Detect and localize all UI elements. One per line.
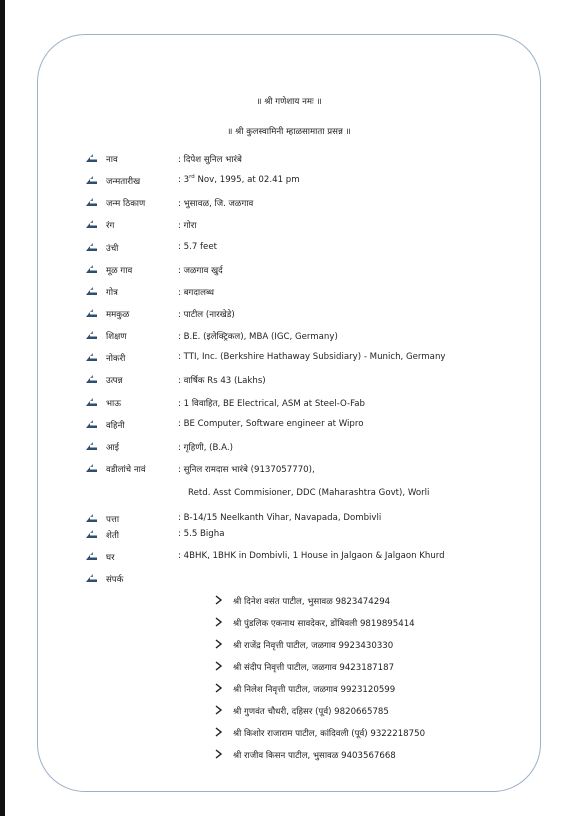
contact-text: श्री पुंडलिक एकनाथ सावदेकर, डोंबिवली 9819895414 (233, 619, 415, 629)
detail-label: मूळ गाव (106, 266, 133, 276)
arrow-bullet-icon (86, 352, 98, 364)
detail-value: : गोरा (178, 221, 197, 231)
detail-value: : B.E. (इलेक्ट्रिकल), MBA (IGC, Germany) (178, 332, 338, 342)
arrowhead-bullet-icon (215, 639, 224, 649)
arrow-bullet-icon (86, 286, 98, 298)
arrow-bullet-icon (86, 529, 98, 541)
detail-label: शिक्षण (106, 332, 127, 342)
detail-label: जन्म ठिकाण (106, 199, 146, 209)
invocation-line-1: ॥ श्री गणेशाय नमः ॥ (256, 97, 322, 107)
invocation-line-2: ॥ श्री कुलस्वामिनी म्हाळसामाता प्रसन्न ॥ (227, 127, 351, 137)
biodata-card (37, 34, 541, 792)
detail-label: वहिनी (106, 421, 125, 431)
detail-label: गोत्र (106, 288, 118, 298)
detail-value: : सुनिल रामदास भारंबे (9137057770), (178, 465, 315, 475)
arrow-bullet-icon (86, 242, 98, 254)
arrowhead-bullet-icon (215, 617, 224, 627)
detail-label: ममकुळ (106, 310, 130, 320)
detail-value: : गृहिणी, (B.A.) (178, 443, 233, 453)
father-details-continuation: Retd. Asst Commisioner, DDC (Maharashtra Govt), Worli (188, 488, 430, 498)
arrowhead-bullet-icon (215, 595, 224, 605)
detail-label: उत्पन्न (106, 376, 123, 386)
detail-value: : 5.7 feet (178, 242, 217, 252)
detail-value (178, 175, 300, 185)
detail-label: भाऊ (106, 399, 122, 409)
detail-label: पत्ता (106, 515, 120, 525)
birthdate-suffix: rd (189, 174, 195, 181)
detail-label: घर (106, 553, 115, 563)
detail-value: : 1 विवाहित, BE Electrical, ASM at Steel-O-Fab (178, 399, 365, 409)
arrowhead-bullet-icon (215, 683, 224, 693)
arrow-bullet-icon (86, 551, 98, 563)
detail-label: शेती (106, 531, 119, 541)
detail-value: : B-14/15 Neelkanth Vihar, Navapada, Dombivli (178, 513, 382, 523)
contact-text: श्री राजेंद्र निवृत्ती पाटील, जळगाव 9923430330 (233, 641, 394, 651)
detail-value: : TTI, Inc. (Berkshire Hathaway Subsidiary) - Munich, Germany (178, 352, 446, 362)
arrow-bullet-icon (86, 308, 98, 320)
detail-label: जन्मतारीख (106, 177, 141, 187)
detail-value: : 4BHK, 1BHK in Dombivli, 1 House in Jalgaon & Jalgaon Khurd (178, 551, 445, 561)
detail-value: : BE Computer, Software engineer at Wipro (178, 419, 364, 429)
arrow-bullet-icon (86, 441, 98, 453)
detail-value: : बगदालब्ध (178, 288, 214, 298)
detail-label: आई (106, 443, 120, 453)
arrowhead-bullet-icon (215, 749, 224, 759)
arrow-bullet-icon (86, 153, 98, 165)
detail-value: : भुसावळ, जि. जळगाव (178, 199, 254, 209)
arrowhead-bullet-icon (215, 705, 224, 715)
detail-value: : पाटील (नारखेडे) (178, 310, 235, 320)
arrow-bullet-icon (86, 463, 98, 475)
birthdate-rest: Nov, 1995, at 02.41 pm (194, 175, 300, 185)
contact-text: श्री राजीव किसन पाटील, भुसावळ 9403567668 (233, 751, 396, 761)
arrow-bullet-icon (86, 419, 98, 431)
left-edge-bar (0, 0, 5, 816)
detail-value: : दिपेश सुनिल भारंबे (178, 155, 242, 165)
arrow-bullet-icon (86, 374, 98, 386)
arrow-bullet-icon (86, 219, 98, 231)
arrow-bullet-icon (86, 175, 98, 187)
arrow-bullet-icon (86, 573, 98, 585)
contact-text: श्री दिनेश वसंत पाटील, भुसावळ 9823474294 (233, 597, 391, 607)
detail-label: रंग (106, 221, 115, 231)
arrowhead-bullet-icon (215, 727, 224, 737)
arrow-bullet-icon (86, 397, 98, 409)
detail-value: : जळगाव खुर्द (178, 266, 223, 276)
detail-value: : वार्षिक Rs 43 (Lakhs) (178, 376, 266, 386)
arrow-bullet-icon (86, 264, 98, 276)
detail-label: नाव (106, 155, 118, 165)
detail-value: : 5.5 Bigha (178, 529, 225, 539)
arrow-bullet-icon (86, 513, 98, 525)
detail-label: वडीलांचे नावं (106, 465, 146, 475)
contact-text: श्री संदीप निवृत्ती पाटील, जळगाव 9423187187 (233, 663, 395, 673)
contact-text: श्री किशोर राजाराम पाटील, कांदिवली (पूर्व) 9322218750 (233, 729, 426, 739)
detail-label: उंची (106, 244, 119, 254)
arrow-bullet-icon (86, 330, 98, 342)
contact-text: श्री गुणवंत चौधरी, दहिसर (पूर्व) 9820665785 (233, 707, 389, 717)
contact-text: श्री निलेश निवृत्ती पाटील, जळगाव 9923120599 (233, 685, 396, 695)
detail-label: संपर्क (106, 575, 124, 585)
arrow-bullet-icon (86, 197, 98, 209)
detail-label: नोकरी (106, 354, 126, 364)
arrowhead-bullet-icon (215, 661, 224, 671)
birthdate-day: : 3 (178, 175, 190, 185)
